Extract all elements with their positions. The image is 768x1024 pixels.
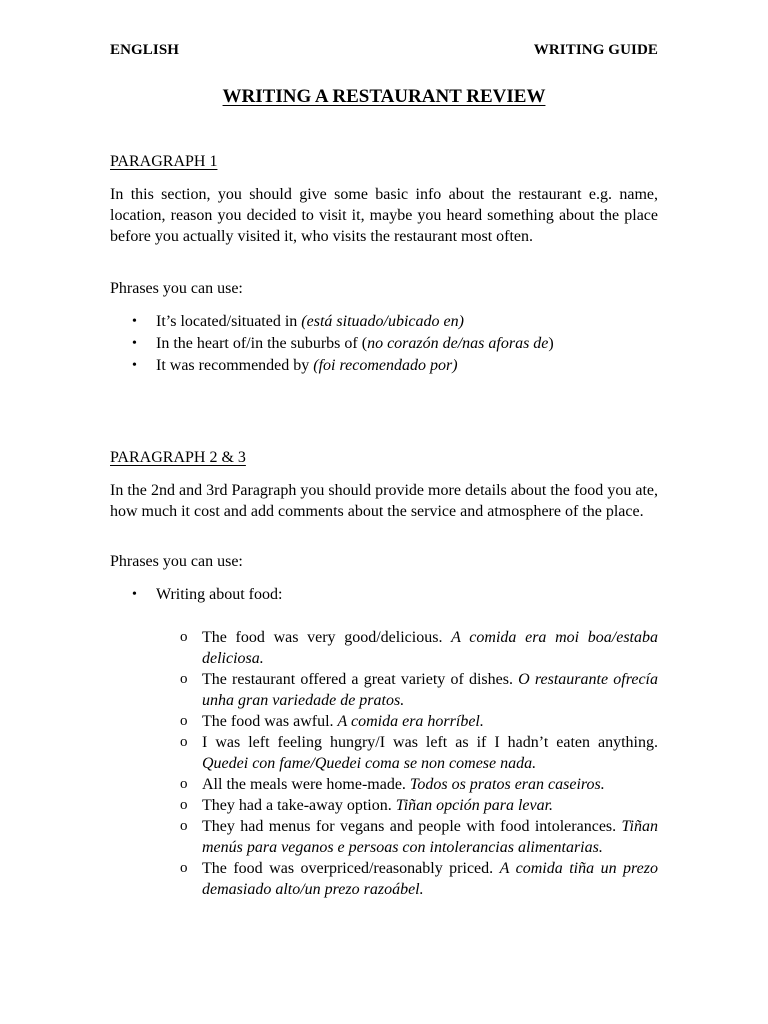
phrase-english: It was recommended by (156, 357, 314, 374)
phrase-english: The food was awful. (202, 713, 338, 730)
bullet-marker: • (132, 587, 137, 602)
phrase-galician: (está situado/ubicado en) (301, 313, 464, 330)
list-item (180, 627, 658, 669)
phrase-galician: (foi recomendado por) (313, 357, 458, 374)
phrase-english: They had a take-away option. (202, 797, 396, 814)
sub-bullet-marker: o (180, 671, 188, 687)
phrase-galician: O restaurante ofrecía unha gran variedade de pratos. (202, 671, 658, 709)
paragraph-1-phrase-list (110, 311, 658, 377)
header-guide-type: WRITING GUIDE (533, 42, 658, 58)
phrase-english: All the meals were home-made. (202, 776, 410, 793)
phrase-english: It’s located/situated in (156, 313, 302, 330)
paragraph-2-3-bullet-list (110, 584, 658, 606)
list-item (180, 816, 658, 858)
phrase-galician: Quedei con fame/Quedei coma se non comese nada. (202, 755, 537, 772)
phrase-english: In the heart of/in the suburbs of ( (156, 335, 368, 352)
phrase-english: The food was overpriced/reasonably priced. (202, 860, 500, 877)
phrase-english: They had menus for vegans and people with food intolerances. (202, 818, 622, 835)
list-item (110, 333, 658, 355)
paragraph-1-phrases-label: Phrases you can use: (110, 280, 243, 297)
phrase-galician: Tiñan opción para levar. (395, 797, 554, 814)
page-header (110, 42, 658, 59)
sub-bullet-marker: o (180, 713, 188, 729)
list-item (180, 711, 658, 732)
list-item (110, 355, 658, 377)
bullet-marker: • (132, 336, 137, 351)
sub-bullet-marker: o (180, 629, 188, 645)
paragraph-1-heading: PARAGRAPH 1 (110, 153, 218, 170)
document-title: WRITING A RESTAURANT REVIEW (222, 86, 546, 107)
sub-bullet-marker: o (180, 818, 188, 834)
list-item (180, 858, 658, 900)
bullet-marker: • (132, 358, 137, 373)
bullet-marker: • (132, 314, 137, 329)
sub-bullet-marker: o (180, 860, 188, 876)
paragraph-2-3-heading: PARAGRAPH 2 & 3 (110, 449, 246, 466)
header-subject: ENGLISH (110, 42, 180, 58)
list-item (110, 311, 658, 333)
list-item (180, 774, 658, 795)
paragraph-1-body: In this section, you should give some basic info about the restaurant e.g. name, location, reason you decided to visit it, maybe you heard something about the place before you actually visited it, who visits the restaurant most often. (110, 186, 658, 245)
bullet-label: Writing about food: (156, 586, 283, 603)
phrase-galician: no corazón de/nas aforas de (367, 335, 549, 352)
food-phrase-list (180, 627, 658, 900)
phrase-galician: A comida era moi boa/estaba deliciosa. (202, 629, 658, 667)
paragraph-2-3-phrases-label: Phrases you can use: (110, 553, 243, 570)
phrase-galician: A comida tiña un prezo demasiado alto/un prezo razoábel. (202, 860, 659, 898)
sub-bullet-marker: o (180, 776, 188, 792)
document-page (110, 0, 658, 1024)
phrase-galician: A comida era horríbel. (337, 713, 484, 730)
list-item (180, 669, 658, 711)
list-item (180, 732, 658, 774)
list-item (180, 795, 658, 816)
phrase-tail: ) (548, 335, 554, 352)
phrase-galician: Todos os pratos eran caseiros. (409, 776, 605, 793)
phrase-english: The restaurant offered a great variety of dishes. (202, 671, 519, 688)
list-item (110, 584, 658, 606)
phrase-english: I was left feeling hungry/I was left as if I hadn’t eaten anything. (202, 734, 658, 751)
sub-bullet-marker: o (180, 797, 188, 813)
paragraph-2-3-body: In the 2nd and 3rd Paragraph you should provide more details about the food you ate, how much it cost and add comments about the service and atmosphere of the place. (110, 482, 658, 520)
phrase-galician: Tiñan menús para veganos e persoas con intolerancias alimentarias. (202, 818, 658, 856)
sub-bullet-marker: o (180, 734, 188, 750)
phrase-english: The food was very good/delicious. (202, 629, 452, 646)
